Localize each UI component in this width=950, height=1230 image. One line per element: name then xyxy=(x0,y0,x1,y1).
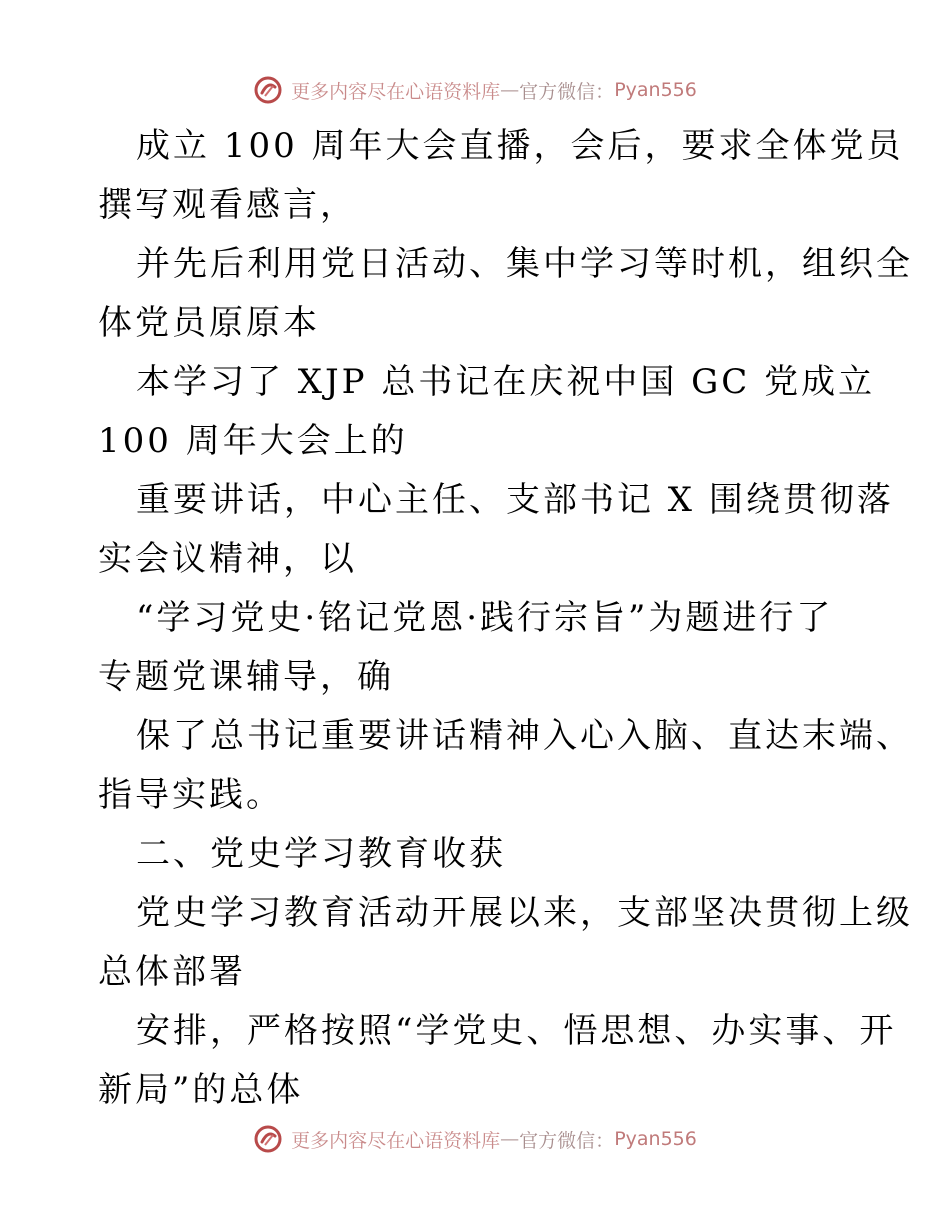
banner-separator: — xyxy=(500,1128,520,1150)
banner-wechat-label: 官方微信： xyxy=(519,80,615,103)
body-line: 专题党课辅导，确 xyxy=(98,657,394,697)
banner-wechat-label: 官方微信： xyxy=(519,1129,615,1152)
banner-brand-text: 更多内容尽在心语资料库 xyxy=(291,80,501,103)
body-line: “学习党史·铭记党恩·践行宗旨”为题进行了 xyxy=(136,598,834,638)
brand-logo-icon xyxy=(253,1124,283,1154)
brand-logo-icon xyxy=(253,75,283,105)
section-heading: 二、党史学习教育收获 xyxy=(136,834,506,874)
body-line: 新局”的总体 xyxy=(98,1070,304,1110)
body-line: 实会议精神，以 xyxy=(98,539,357,579)
body-line: 撰写观看感言， xyxy=(98,185,357,225)
body-line: 100 周年大会上的 xyxy=(98,421,408,461)
body-line: 党史学习教育活动开展以来，支部坚决贯彻上级 xyxy=(136,893,913,933)
body-line: 本学习了 XJP 总书记在庆祝中国 GC 党成立 xyxy=(136,362,876,402)
banner-brand-text: 更多内容尽在心语资料库 xyxy=(291,1129,501,1152)
body-line: 总体部署 xyxy=(98,952,246,992)
body-line: 成立 100 周年大会直播，会后，要求全体党员 xyxy=(136,126,904,166)
banner-separator: — xyxy=(500,79,520,101)
body-line: 并先后利用党日活动、集中学习等时机，组织全 xyxy=(136,244,913,284)
body-line: 重要讲话，中心主任、支部书记 X 围绕贯彻落 xyxy=(136,480,894,520)
banner-wechat-id: Pyan556 xyxy=(614,79,697,101)
body-line: 安排，严格按照“学党史、悟思想、办实事、开 xyxy=(136,1011,897,1051)
banner-wechat-id: Pyan556 xyxy=(614,1128,697,1150)
footer-banner xyxy=(0,1122,950,1156)
body-line: 指导实践。 xyxy=(98,775,283,815)
body-line: 保了总书记重要讲话精神入心入脑、直达末端、 xyxy=(136,716,913,756)
header-banner xyxy=(0,73,950,107)
body-line: 体党员原原本 xyxy=(98,303,320,343)
